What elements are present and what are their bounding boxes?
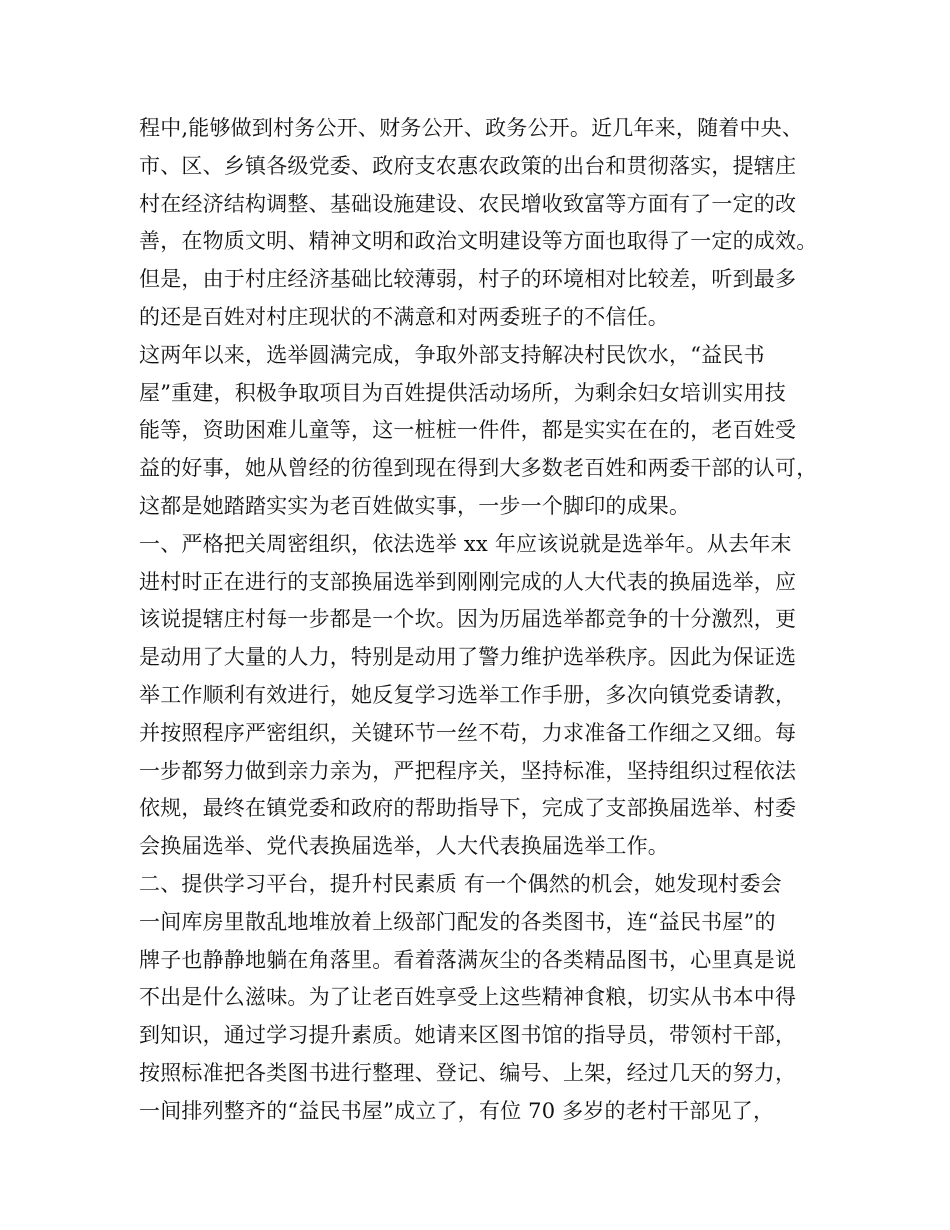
text-line: 益的好事，她从曾经的彷徨到现在得到大多数老百姓和两委干部的认可，: [139, 456, 818, 481]
text-line: 但是，由于村庄经济基础比较薄弱，村子的环境相对比较差，听到最多: [139, 267, 797, 292]
text-line: 这都是她踏踏实实为老百姓做实事，一步一个脚印的成果。: [139, 493, 691, 518]
text-line: 一、严格把关周密组织，依法选举 xx 年应该说就是选举年。从去年末: [139, 531, 792, 556]
text-line: 村在经济结构调整、基础设施建设、农民增收致富等方面有了一定的改: [139, 191, 797, 216]
text-line: 一间排列整齐的“益民书屋”成立了，有位 70 多岁的老村干部见了，: [139, 1098, 775, 1123]
text-line: 依规，最终在镇党委和政府的帮助指导下，完成了支部换届选举、村委: [139, 796, 797, 821]
text-line: 进村时正在进行的支部换届选举到刚刚完成的人大代表的换届选举，应: [139, 569, 797, 594]
text-line: 不出是什么滋味。为了让老百姓享受上这些精神食粮，切实从书本中得: [139, 985, 797, 1010]
text-line: 一步都努力做到亲力亲为，严把程序关，坚持标准，坚持组织过程依法: [139, 758, 797, 783]
text-line: 屋”重建，积极争取项目为百姓提供活动场所，为剩余妇女培训实用技: [139, 380, 786, 405]
text-line: 二、提供学习平台，提升村民素质 有一个偶然的机会，她发现村委会: [139, 871, 782, 896]
text-line: 举工作顺利有效进行，她反复学习选举工作手册，多次向镇党委请教，: [139, 682, 797, 707]
text-line: 一间库房里散乱地堆放着上级部门配发的各类图书，连“益民书屋”的: [139, 909, 776, 934]
text-line: 该说提辖庄村每一步都是一个坎。因为历届选举都竞争的十分激烈，更: [139, 607, 797, 632]
text-line: 的还是百姓对村庄现状的不满意和对两委班子的不信任。: [139, 304, 669, 329]
text-line: 牌子也静静地躺在角落里。看着落满灰尘的各类精品图书，心里真是说: [139, 947, 797, 972]
text-line: 并按照程序严密组织，关键环节一丝不苟，力求准备工作细之又细。每: [139, 720, 797, 745]
text-line: 按照标准把各类图书进行整理、登记、编号、上架，经过几天的努力，: [139, 1060, 797, 1085]
text-line: 这两年以来，选举圆满完成，争取外部支持解决村民饮水，“益民书: [139, 342, 765, 367]
body-text: [139, 110, 839, 1131]
text-line: 市、区、乡镇各级党委、政府支农惠农政策的出台和贯彻落实，提辖庄: [139, 153, 797, 178]
text-line: 程中,能够做到村务公开、财务公开、政务公开。近几年来，随着中央、: [139, 116, 804, 140]
text-line: 能等，资助困难儿童等，这一桩桩一件件，都是实实在在的，老百姓受: [139, 418, 797, 443]
text-line: 是动用了大量的人力，特别是动用了警力维护选举秩序。因此为保证选: [139, 645, 797, 670]
text-line: 到知识，通过学习提升素质。她请来区图书馆的指导员，带领村干部，: [139, 1023, 797, 1048]
text-line: 善，在物质文明、精神文明和政治文明建设等方面也取得了一定的成效。: [139, 229, 818, 254]
text-line: 会换届选举、党代表换届选举，人大代表换届选举工作。: [139, 834, 669, 859]
